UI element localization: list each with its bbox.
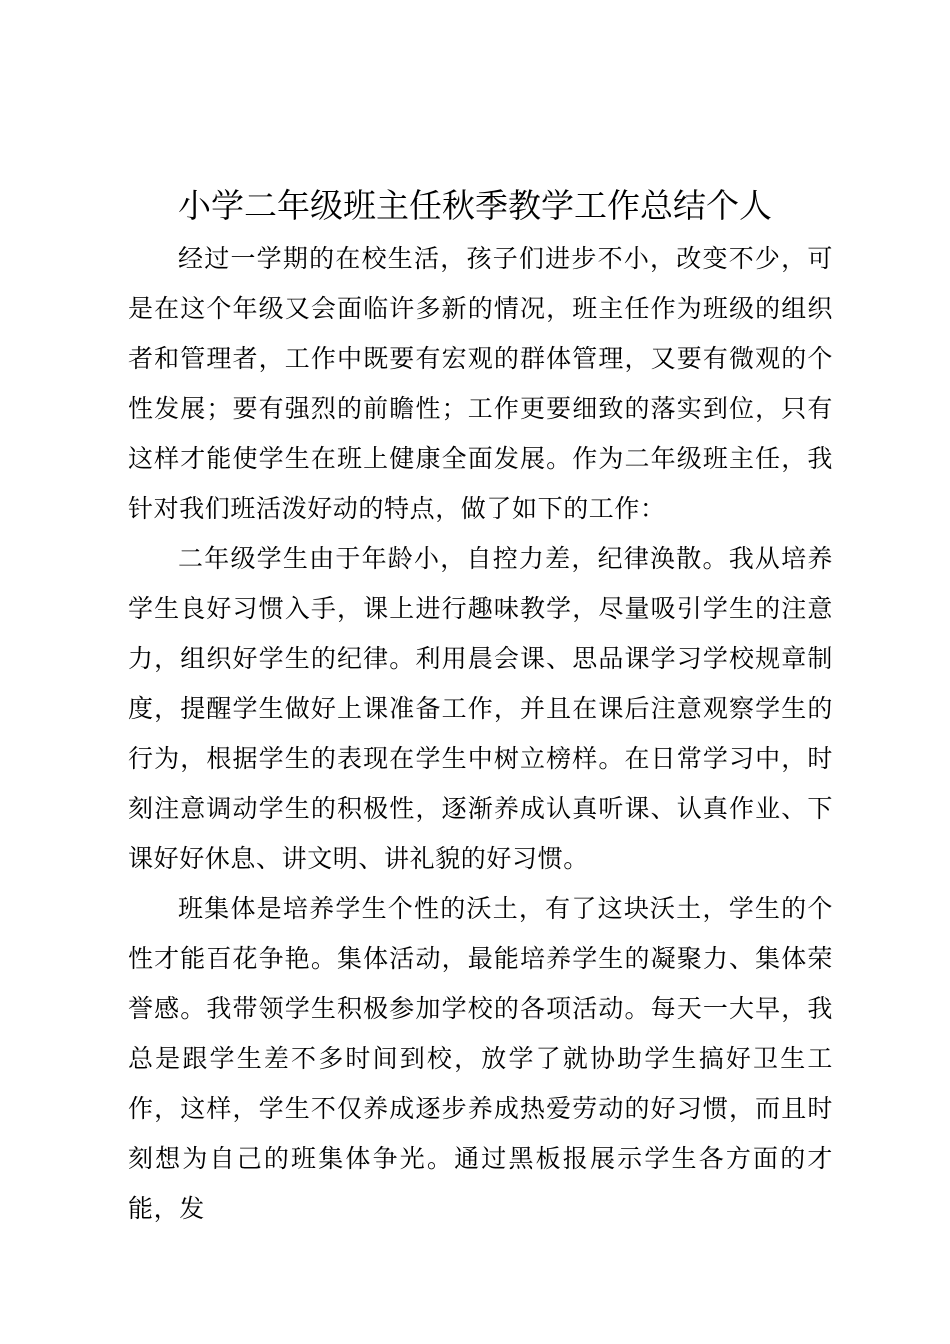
document-body — [128, 234, 833, 1234]
paragraph: 班集体是培养学生个性的沃土，有了这块沃土，学生的个性才能百花争艳。集体活动，最能培养学生的凝聚力、集体荣誉感。我带领学生积极参加学校的各项活动。每天一大早，我总是跟学生差不多时间到校，放学了就协助学生搞好卫生工作，这样，学生不仅养成逐步养成热爱劳动的好习惯，而且时刻想为自己的班集体争光。通过黑板报展示学生各方面的才能，发 — [128, 894, 833, 1223]
paragraph: 经过一学期的在校生活，孩子们进步不小，改变不少，可是在这个年级又会面临许多新的情况，班主任作为班级的组织者和管理者，工作中既要有宏观的群体管理，又要有微观的个性发展；要有强烈的前瞻性；工作更要细致的落实到位，只有这样才能使学生在班上健康全面发展。作为二年级班主任，我针对我们班活泼好动的特点，做了如下的工作： — [128, 244, 833, 523]
paragraph: 二年级学生由于年龄小，自控力差，纪律涣散。我从培养学生良好习惯入手，课上进行趣味教学，尽量吸引学生的注意力，组织好学生的纪律。利用晨会课、思品课学习学校规章制度，提醒学生做好上课准备工作，并且在课后注意观察学生的行为，根据学生的表现在学生中树立榜样。在日常学习中，时刻注意调动学生的积极性，逐渐养成认真听课、认真作业、下课好好休息、讲文明、讲礼貌的好习惯。 — [128, 544, 833, 873]
document-title: 小学二年级班主任秋季教学工作总结个人 — [178, 186, 772, 225]
